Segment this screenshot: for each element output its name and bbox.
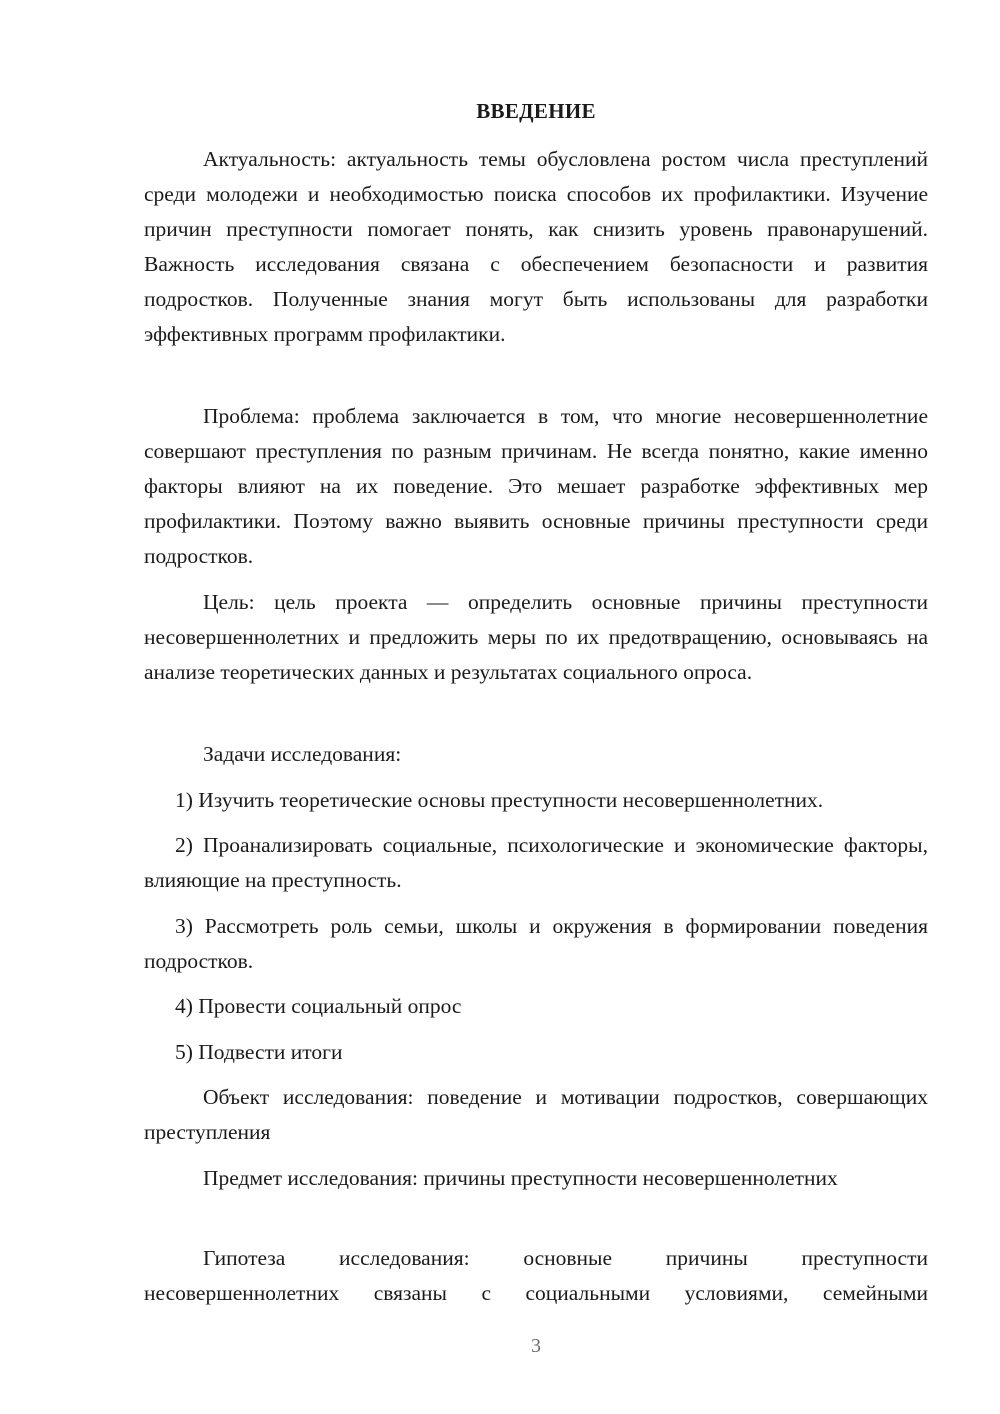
page-number: 3	[531, 1335, 541, 1357]
task-item-2: 2) Проанализировать социальные, психологические и экономические факторы, влияющие на преступность.	[144, 833, 928, 892]
tasks-heading: Задачи исследования:	[203, 742, 402, 766]
paragraph-object: Объект исследования: поведение и мотивации подростков, совершающих преступления	[144, 1085, 928, 1144]
task-item-3: 3) Рассмотреть роль семьи, школы и окружения в формировании поведения подростков.	[144, 914, 928, 973]
paragraph-goal: Цель: цель проекта — определить основные причины преступности несовершеннолетних и предложить меры по их предотвращению, основываясь на анализе теоретических данных и результатах социального опроса.	[144, 590, 928, 684]
task-item-4: 4) Провести социальный опрос	[175, 994, 462, 1018]
paragraph-hypothesis: Гипотеза исследования: основные причины преступности несовершеннолетних связаны с социальными условиями, семейными	[144, 1246, 928, 1305]
task-item-5: 5) Подвести итоги	[175, 1040, 343, 1064]
task-item-1: 1) Изучить теоретические основы преступности несовершеннолетних.	[175, 788, 824, 812]
paragraph-problem: Проблема: проблема заключается в том, что многие несовершеннолетние совершают преступления по разным причинам. Не всегда понятно, какие именно факторы влияют на их поведение. Это мешает разработке эффективных мер профилактики. Поэтому важно выявить основные причины преступности среди подростков.	[144, 404, 928, 568]
paragraph-relevance: Актуальность: актуальность темы обусловлена ростом числа преступлений среди молодежи и необходимостью поиска способов их профилактики. Изучение причин преступности помогает понять, как снизить уровень правонарушений. Важность исследования связана с обеспечением безопасности и развития подростков. Полученные знания могут быть использованы для разработки эффективных программ профилактики.	[144, 147, 928, 346]
paragraph-subject: Предмет исследования: причины преступности несовершеннолетних	[203, 1166, 838, 1190]
page-title: ВВЕДЕНИЕ	[476, 99, 596, 123]
